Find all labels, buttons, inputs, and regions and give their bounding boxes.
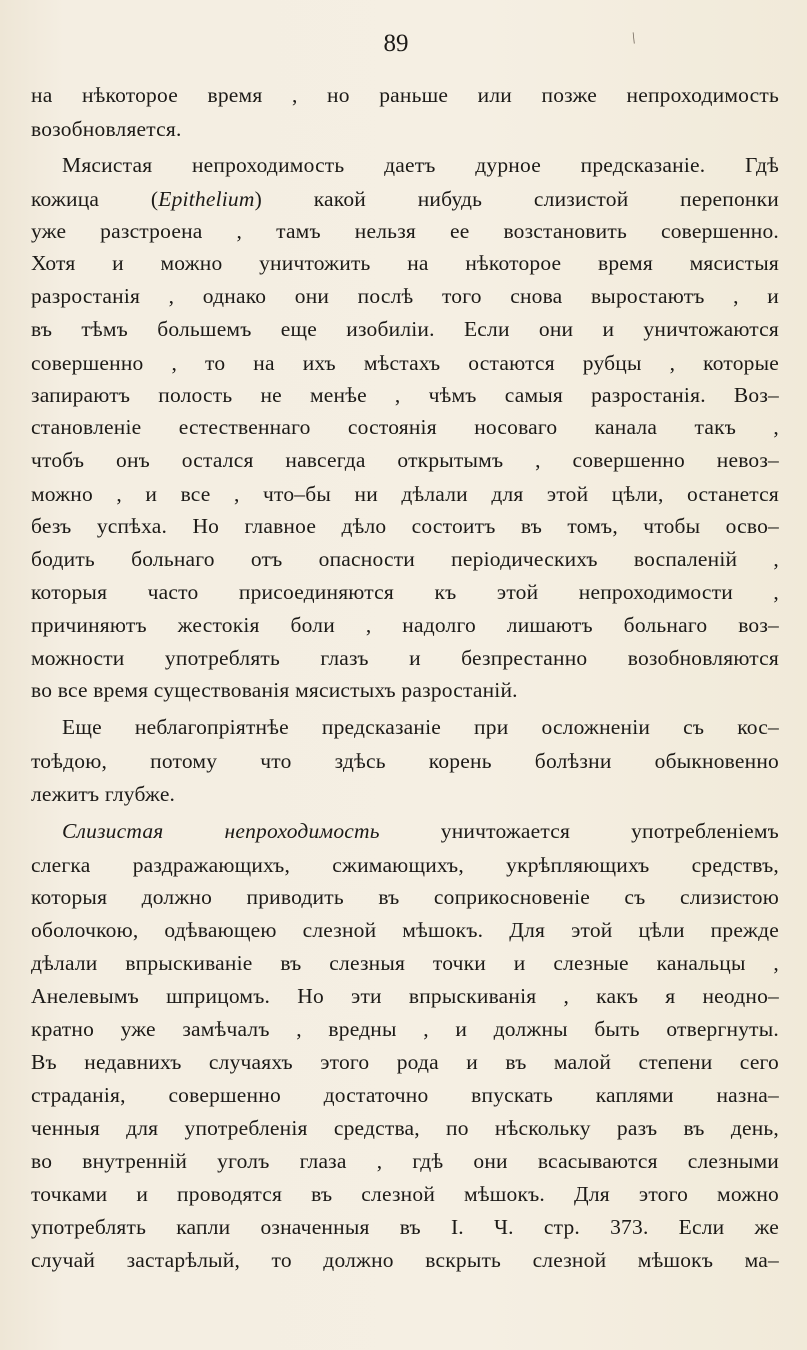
text-line: оболочкою, одѣвающею слезной мѣшокъ. Для этой цѣли прежде <box>31 918 779 942</box>
corner-mark: / <box>628 29 640 48</box>
text-line: возобновляется. <box>31 117 182 141</box>
text-line: случай застарѣлый, то должно вскрыть слезной мѣшокъ ма– <box>31 1248 779 1272</box>
text-run: уничтожается употребленіемъ <box>379 819 779 843</box>
text-line: точками и проводятся въ слезной мѣшокъ. Для этого можно <box>31 1182 779 1206</box>
text-line: которыя часто присоединяются къ этой непроходимости , <box>31 580 779 604</box>
text-line: на нѣкоторое время , но раньше или позже непроходимость <box>31 83 779 107</box>
text-line: ченныя для употребленія средства, по нѣскольку разъ въ день, <box>31 1116 779 1140</box>
text-line: становленіе естественнаго состоянія носоваго канала такъ , <box>31 415 779 439</box>
text-line: Хотя и можно уничтожить на нѣкоторое время мясистыя <box>31 251 779 275</box>
text-run: кожица ( <box>31 187 159 211</box>
text-line: кратно уже замѣчалъ , вредны , и должны быть отвергнуты. <box>31 1017 779 1041</box>
text-line: запираютъ полость не менѣе , чѣмъ самыя разростанія. Воз– <box>31 383 779 407</box>
text-line: употреблять капли означенныя въ I. Ч. стр. 373. Если же <box>31 1215 779 1239</box>
text-run: ) какой нибудь слизистой перепонки <box>254 187 779 211</box>
text-line: слегка раздражающихъ, сжимающихъ, укрѣпляющихъ средствъ, <box>31 853 779 877</box>
text-line: можно , и все , что–бы ни дѣлали для этой цѣли, останется <box>31 482 779 506</box>
text-line: Мясистая непроходимость даетъ дурное предсказаніе. Гдѣ <box>62 153 779 177</box>
text-line: тоѣдою, потому что здѣсь корень болѣзни обыкновенно <box>31 749 779 773</box>
text-line: Анелевымъ шприцомъ. Но эти впрыскиванія , какъ я неодно– <box>31 984 779 1008</box>
text-line: уже разстроена , тамъ нельзя ее возстановить совершенно. <box>31 219 779 243</box>
text-line: Въ недавнихъ случаяхъ этого рода и въ малой степени сего <box>31 1050 779 1074</box>
text-line: можности употреблять глазъ и безпрестанно возобновляются <box>31 646 779 670</box>
text-line: разростанія , однако они послѣ того снова выростаютъ , и <box>31 284 779 308</box>
text-line: Еще неблагопріятнѣе предсказаніе при осложненіи съ кос– <box>62 715 779 739</box>
text-line: совершенно , то на ихъ мѣстахъ остаются рубцы , которые <box>31 351 779 375</box>
text-line: страданія, совершенно достаточно впускать каплями назна– <box>31 1083 779 1107</box>
text-line: въ тѣмъ большемъ еще изобиліи. Если они и уничтожаются <box>31 317 779 341</box>
text-line: которыя должно приводить въ соприкосновеніе съ слизистою <box>31 885 779 909</box>
text-line: лежитъ глубже. <box>31 782 176 806</box>
text-line: во внутренній уголъ глаза , гдѣ они всасываются слезными <box>31 1149 779 1173</box>
page-number: 89 <box>383 30 409 57</box>
italic-term: Слизистая непроходимость <box>62 819 380 843</box>
italic-term: Epithelium <box>158 187 255 211</box>
text-line: безъ успѣха. Но главное дѣло состоитъ въ томъ, чтобы осво– <box>31 514 779 538</box>
text-line: во все время существованія мясистыхъ разростаній. <box>31 678 518 702</box>
text-line: чтобъ онъ остался навсегда открытымъ , совершенно невоз– <box>31 448 779 472</box>
text-line: дѣлали впрыскиваніе въ слезныя точки и слезные канальцы , <box>31 951 779 975</box>
text-line: причиняютъ жестокія боли , надолго лишаютъ больнаго воз– <box>31 613 779 637</box>
text-line: бодить больнаго отъ опасности періодическихъ воспаленій , <box>31 547 779 571</box>
